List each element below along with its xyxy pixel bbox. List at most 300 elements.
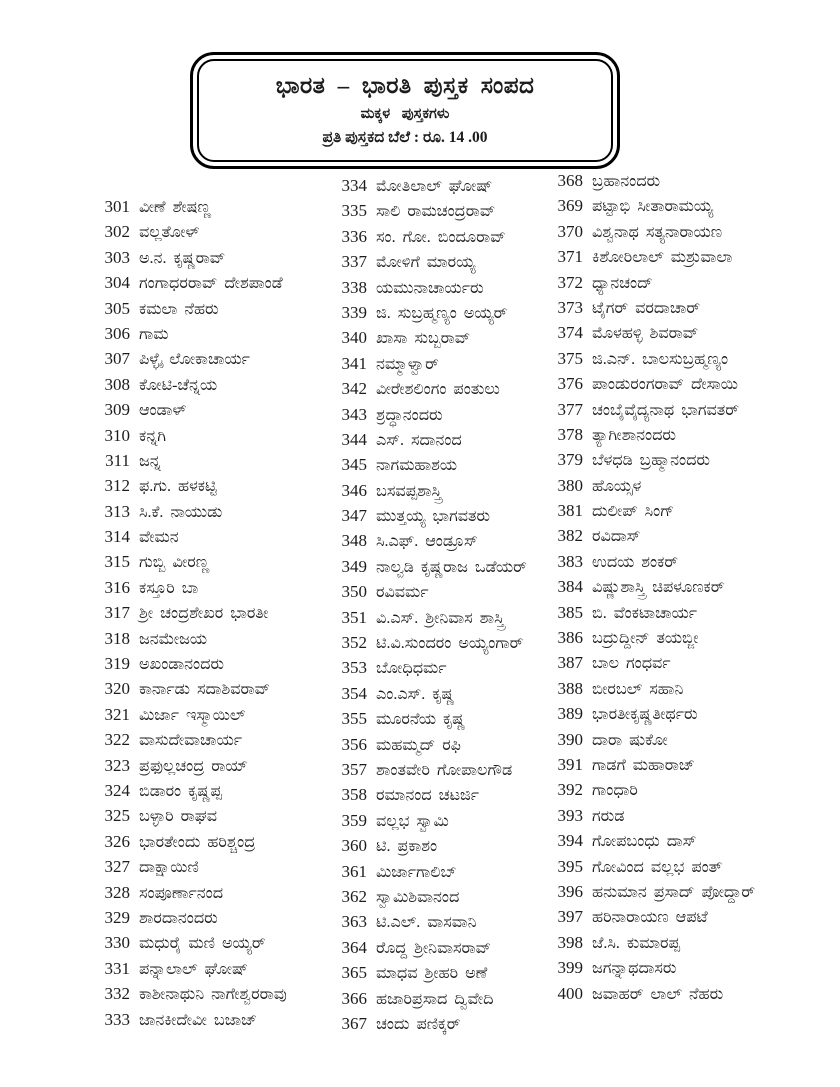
entry-number: 338 xyxy=(341,277,367,297)
list-item xyxy=(94,273,287,298)
entry-name: ಮೊಳಹಳ್ಳಿ ಶಿವರಾವ್ xyxy=(592,325,699,343)
entry-number: 392 xyxy=(557,780,583,800)
entry-name: ಬಸವಪ್ಪಶಾಸ್ತ್ರಿ xyxy=(376,482,442,500)
entry-name: ಬ್ರಹಾನಂದರು xyxy=(592,173,661,190)
entry-number: 384 xyxy=(557,577,583,597)
entry-number: 390 xyxy=(557,729,583,749)
list-item xyxy=(94,324,287,349)
entry-name: ಟಿ.ವಿ.ಸುಂದರಂ ಅಯ್ಯಂಗಾರ್ xyxy=(376,635,524,653)
entry-number: 313 xyxy=(104,501,130,521)
entry-number: 322 xyxy=(104,730,130,750)
list-item xyxy=(547,196,755,221)
entry-name: ರವಿದಾಸ್ xyxy=(592,528,641,546)
entry-number: 318 xyxy=(104,628,130,648)
list-item xyxy=(94,883,287,908)
list-item xyxy=(547,552,755,577)
entry-name: ವಲ್ಲಭ ಸ್ವಾಮಿ xyxy=(376,812,449,830)
entry-name: ಗರುಡ xyxy=(592,807,625,825)
entry-name: ವಿಶ್ವನಾಥ ಸತ್ಯನಾರಾಯಣ xyxy=(592,223,723,241)
entry-name: ಜಾನಕೀದೇವೀ ಬಜಾಜ್ xyxy=(139,1011,258,1029)
list-item xyxy=(331,836,527,861)
entry-name: ರಮಾನಂದ ಚಟರ್ಜಿ xyxy=(376,787,480,805)
entry-number: 356 xyxy=(341,734,367,754)
entry-name: ನಾಗಮಹಾಶಯ xyxy=(376,457,458,475)
list-item xyxy=(547,171,755,196)
entry-number: 344 xyxy=(341,429,367,449)
entry-name: ವಿ.ಎಸ್. ಶ್ರೀನಿವಾಸ ಶಾಸ್ತ್ರಿ xyxy=(376,609,505,627)
entry-number: 360 xyxy=(341,836,367,856)
entry-number: 369 xyxy=(557,196,583,216)
list-item xyxy=(547,349,755,374)
entry-number: 339 xyxy=(341,302,367,322)
entry-name: ಅ.ನ. ಕೃಷ್ಣರಾವ್ xyxy=(139,249,226,267)
list-item xyxy=(547,628,755,653)
list-item xyxy=(331,608,527,633)
entry-number: 352 xyxy=(341,633,367,653)
entry-name: ರೊದ್ದ ಶ್ರೀನಿವಾಸರಾವ್ xyxy=(376,939,492,957)
entry-number: 377 xyxy=(557,399,583,419)
entry-number: 308 xyxy=(104,374,130,394)
entry-number: 378 xyxy=(557,424,583,444)
entry-number: 320 xyxy=(104,679,130,699)
entry-number: 319 xyxy=(104,654,130,674)
list-item xyxy=(331,658,527,683)
list-item xyxy=(331,735,527,760)
entry-name: ಪಾಂಡುರಂಗರಾವ್ ದೇಸಾಯಿ xyxy=(592,376,738,394)
entry-number: 301 xyxy=(104,197,130,216)
list-item xyxy=(94,705,287,730)
entry-number: 310 xyxy=(104,425,130,445)
list-item xyxy=(94,400,287,425)
entry-name: ವಾಸುದೇವಾಚಾರ್ಯ xyxy=(139,732,243,750)
list-item xyxy=(331,633,527,658)
list-item xyxy=(331,684,527,709)
entry-name: ಗಾಮ xyxy=(139,325,169,343)
entry-name: ಗೋಪಬಂಧು ದಾಸ್ xyxy=(592,833,697,851)
entry-number: 375 xyxy=(557,348,583,368)
list-item xyxy=(547,831,755,856)
entry-number: 307 xyxy=(104,349,130,369)
entry-number: 357 xyxy=(341,759,367,779)
list-item xyxy=(94,781,287,806)
entry-name: ಬೋಧಿಧರ್ಮ xyxy=(376,660,447,678)
entry-name: ವೀರೇಶಲಿಂಗಂ ಪಂತುಲು xyxy=(376,381,500,399)
entry-name: ವೀಣೆ ಶೇಷಣ್ಣ xyxy=(139,199,212,216)
entry-number: 349 xyxy=(341,556,367,576)
entry-number: 314 xyxy=(104,527,130,547)
list-item xyxy=(547,450,755,475)
list-item xyxy=(331,227,527,252)
list-item xyxy=(547,882,755,907)
list-item xyxy=(547,984,755,1009)
entry-number: 303 xyxy=(104,247,130,267)
entry-name: ಹಜಾರಿಪ್ರಸಾದ ದ್ವಿವೇದಿ xyxy=(376,990,494,1008)
list-item xyxy=(331,201,527,226)
list-item xyxy=(94,806,287,831)
entry-number: 382 xyxy=(557,526,583,546)
list-item xyxy=(94,679,287,704)
list-item xyxy=(331,328,527,353)
list-item xyxy=(331,887,527,912)
entry-name: ಸಾಲಿ ರಾಮಚಂದ್ರರಾವ್ xyxy=(376,203,496,221)
entry-number: 311 xyxy=(105,450,130,470)
entry-name: ಪನ್ನಾಲಾಲ್ ಘೋಷ್ xyxy=(139,960,249,978)
entry-number: 337 xyxy=(341,252,367,272)
list-item xyxy=(547,679,755,704)
list-item xyxy=(331,506,527,531)
entry-name: ಬಿಡಾರಂ ಕೃಷ್ಣಪ್ಪ xyxy=(139,782,222,800)
entry-name: ಬೆಳಧಡಿ ಬ್ರಹ್ಮಾನಂದರು xyxy=(592,452,710,470)
entry-number: 362 xyxy=(341,886,367,906)
entry-number: 379 xyxy=(557,450,583,470)
entry-name: ಕಸ್ತೂರಿ ಬಾ xyxy=(139,579,199,597)
list-item xyxy=(331,176,527,201)
entry-name: ಜೆ.ಸಿ. ಕುಮಾರಪ್ಪ xyxy=(592,934,680,952)
entry-number: 347 xyxy=(341,506,367,526)
entry-name: ಮಧುರೈ ಮಣಿ ಅಯ್ಯರ್ xyxy=(139,935,266,953)
list-item xyxy=(547,806,755,831)
entry-name: ಖಾಸಾ ಸುಬ್ಬರಾವ್ xyxy=(376,330,471,348)
list-item xyxy=(94,984,287,1009)
entry-name: ತ್ಯಾಗೀಶಾನಂದರು xyxy=(592,426,676,444)
entry-name: ನಮ್ಮಾಳ್ವಾರ್ xyxy=(376,355,439,373)
entry-number: 312 xyxy=(104,476,130,496)
list-item xyxy=(94,629,287,654)
entry-name: ಭಾರತೇಂದು ಹರಿಶ್ಚಂದ್ರ xyxy=(139,833,256,851)
entry-number: 395 xyxy=(557,856,583,876)
entry-name: ಟಿ.ಎಲ್. ವಾಸವಾನಿ xyxy=(376,914,477,932)
entry-name: ಪಿಳ್ಳೈ ಲೋಕಾಚಾರ್ಯ xyxy=(139,351,250,369)
entry-name: ಮಿರ್ಜಾ ಇಸ್ಮಾಯಿಲ್ xyxy=(139,706,246,724)
price-line: ಪ್ರತಿ ಪುಸ್ತಕದ ಬೆಲೆ : ರೂ. 14 .00 xyxy=(322,129,488,146)
entry-name: ಹೊಯ್ಸಳ xyxy=(592,477,642,495)
list-item xyxy=(331,760,527,785)
entry-number: 366 xyxy=(341,988,367,1008)
entry-name: ಗುಬ್ಬಿ ವೀರಣ್ಣ xyxy=(139,554,210,572)
entry-name: ಪಟ್ಟಾಭಿ ಸೀತಾರಾಮಯ್ಯ xyxy=(592,198,714,216)
list-item xyxy=(331,303,527,328)
entry-number: 386 xyxy=(557,628,583,648)
list-item xyxy=(331,379,527,404)
entry-name: ಪ್ರಫುಲ್ಲಚಂದ್ರ ರಾಯ್ xyxy=(139,757,248,775)
entry-number: 393 xyxy=(557,805,583,825)
list-item xyxy=(94,1010,287,1035)
list-item xyxy=(331,811,527,836)
entry-number: 373 xyxy=(557,297,583,317)
list-item xyxy=(94,756,287,781)
list-item xyxy=(547,323,755,348)
entry-name: ದಾಕ್ಷಾಯಿಣಿ xyxy=(139,859,199,877)
entry-number: 365 xyxy=(341,963,367,983)
entry-number: 351 xyxy=(341,607,367,627)
list-item xyxy=(331,278,527,303)
list-item xyxy=(94,552,287,577)
entry-number: 383 xyxy=(557,551,583,571)
list-item xyxy=(547,857,755,882)
entry-number: 342 xyxy=(341,379,367,399)
header-box-inner xyxy=(197,59,613,162)
list-item xyxy=(547,273,755,298)
list-item xyxy=(94,527,287,552)
list-item xyxy=(547,933,755,958)
entry-number: 341 xyxy=(341,353,367,373)
entry-name: ಮುತ್ತಯ್ಯ ಭಾಗವತರು xyxy=(376,508,491,526)
entry-number: 324 xyxy=(104,780,130,800)
entry-name: ಭಾರತೀಕೃಷ್ಣತೀರ್ಥರು xyxy=(592,706,698,724)
list-item xyxy=(94,857,287,882)
entry-name: ಕಮಲಾ ನೆಹರು xyxy=(139,300,219,318)
entry-number: 306 xyxy=(104,323,130,343)
entry-number: 370 xyxy=(557,221,583,241)
entry-name: ಟೈಗರ್ ವರದಾಚಾರ್ xyxy=(592,299,701,317)
entry-name: ಗಾಡಗೆ ಮಹಾರಾಜ್ xyxy=(592,756,695,774)
entry-number: 398 xyxy=(557,932,583,952)
list-item xyxy=(331,430,527,455)
entry-number: 348 xyxy=(341,531,367,551)
entry-name: ಶಾಂತವೇರಿ ಗೋಪಾಲಗೌಡ xyxy=(376,761,513,779)
entry-name: ಸಿ.ಎಫ್. ಆಂಡ್ರೂಸ್ xyxy=(376,533,478,551)
entry-name: ಬೀರಬಲ್ ಸಹಾನಿ xyxy=(592,680,684,698)
entry-name: ಶ್ರದ್ಧಾನಂದರು xyxy=(376,406,443,424)
list-item xyxy=(331,455,527,480)
entry-number: 388 xyxy=(557,678,583,698)
entry-name: ಫ.ಗು. ಹಳಕಟ್ಟಿ xyxy=(139,478,217,496)
book-list-column-1 xyxy=(94,197,287,1035)
entry-name: ಜನ್ನ xyxy=(139,452,161,470)
entry-number: 317 xyxy=(104,603,130,623)
entry-number: 329 xyxy=(104,907,130,927)
entry-number: 330 xyxy=(104,933,130,953)
entry-name: ಎಂ.ಎಸ್. ಕೃಷ್ಣ xyxy=(376,685,455,703)
entry-number: 346 xyxy=(341,480,367,500)
entry-number: 334 xyxy=(341,176,367,195)
entry-number: 305 xyxy=(104,298,130,318)
entry-name: ವೇಮನ xyxy=(139,529,179,547)
list-item xyxy=(331,582,527,607)
entry-name: ಚಂಬೈವೈದ್ಯನಾಥ ಭಾಗವತರ್ xyxy=(592,401,739,419)
entry-number: 315 xyxy=(104,552,130,572)
list-item xyxy=(331,252,527,277)
list-item xyxy=(331,1014,527,1039)
entry-number: 340 xyxy=(341,328,367,348)
entry-name: ವಿಷ್ಣುಶಾಸ್ತ್ರಿ ಚಿಪಳೂಣಕರ್ xyxy=(592,579,725,597)
series-subtitle: ಮಕ್ಕಳ ಪುಸ್ತಕಗಳು xyxy=(360,106,450,122)
entry-name: ದಾರಾ ಷುಕೋ xyxy=(592,731,668,749)
list-item xyxy=(547,501,755,526)
entry-name: ಸಿ.ಕೆ. ನಾಯುಡು xyxy=(139,503,223,521)
list-item xyxy=(547,780,755,805)
entry-name: ರವಿವರ್ಮ xyxy=(376,584,429,602)
entry-number: 328 xyxy=(104,882,130,902)
entry-name: ಬಿ. ವೆಂಕಟಾಚಾರ್ಯ xyxy=(592,604,698,622)
list-item xyxy=(94,959,287,984)
entry-name: ಬಾಲ ಗಂಧರ್ವ xyxy=(592,655,671,673)
list-item xyxy=(547,247,755,272)
entry-name: ಧ್ಯಾನಚಂದ್ xyxy=(592,274,653,292)
entry-number: 372 xyxy=(557,272,583,292)
list-item xyxy=(331,963,527,988)
entry-number: 326 xyxy=(104,831,130,851)
series-title: ಭಾರತ – ಭಾರತಿ ಪುಸ್ತಕ ಸಂಪದ xyxy=(275,73,535,98)
entry-name: ನಾಲ್ವಡಿ ಕೃಷ್ಣರಾಜ ಒಡೆಯರ್ xyxy=(376,558,527,576)
entry-name: ಕೋಟಿ-ಚೆನ್ನಯ xyxy=(139,376,218,394)
list-item xyxy=(94,476,287,501)
list-item xyxy=(547,476,755,501)
entry-number: 368 xyxy=(557,171,583,190)
entry-number: 332 xyxy=(104,984,130,1004)
entry-number: 302 xyxy=(104,222,130,242)
entry-number: 321 xyxy=(104,704,130,724)
book-list-column-2 xyxy=(331,176,527,1039)
list-item xyxy=(331,531,527,556)
entry-number: 331 xyxy=(104,958,130,978)
book-list-column-3 xyxy=(547,171,755,1009)
entry-number: 353 xyxy=(341,658,367,678)
entry-name: ಚಂದು ಪಣಿಕ್ಕರ್ xyxy=(376,1015,461,1033)
list-item xyxy=(94,654,287,679)
entry-name: ಕಿಶೋರಿಲಾಲ್ ಮಶ್ರುವಾಲಾ xyxy=(592,249,733,267)
entry-name: ಉದಯ ಶಂಕರ್ xyxy=(592,553,678,571)
list-item xyxy=(94,933,287,958)
entry-number: 358 xyxy=(341,785,367,805)
list-item xyxy=(331,354,527,379)
entry-number: 399 xyxy=(557,958,583,978)
list-item xyxy=(94,832,287,857)
entry-number: 385 xyxy=(557,602,583,622)
entry-number: 394 xyxy=(557,831,583,851)
list-item xyxy=(331,938,527,963)
list-item xyxy=(94,578,287,603)
header-box xyxy=(190,52,620,169)
entry-name: ಸಂಪೂರ್ಣಾನಂದ xyxy=(139,884,224,902)
entry-name: ಗಂಗಾಧರರಾವ್ ದೇಶಪಾಂಡೆ xyxy=(139,275,283,293)
entry-number: 359 xyxy=(341,810,367,830)
entry-name: ಗೋವಿಂದ ವಲ್ಲಭ ಪಂತ್ xyxy=(592,858,723,876)
entry-number: 355 xyxy=(341,709,367,729)
entry-number: 304 xyxy=(104,273,130,293)
list-item xyxy=(94,603,287,628)
entry-name: ಬಳ್ಳಾರಿ ರಾಘವ xyxy=(139,808,218,826)
entry-name: ವಲ್ಲತೋಳ್ xyxy=(139,224,200,242)
entry-number: 363 xyxy=(341,912,367,932)
entry-name: ಟಿ. ಪ್ರಕಾಶಂ xyxy=(376,838,438,856)
entry-number: 325 xyxy=(104,806,130,826)
entry-name: ಶಾರದಾನಂದರು xyxy=(139,909,218,927)
entry-name: ಗಾಂಧಾರಿ xyxy=(592,782,638,800)
entry-name: ಯಮುನಾಚಾರ್ಯರು xyxy=(376,279,484,297)
list-item xyxy=(94,730,287,755)
entry-number: 387 xyxy=(557,653,583,673)
entry-number: 354 xyxy=(341,683,367,703)
entry-number: 361 xyxy=(341,861,367,881)
list-item xyxy=(547,958,755,983)
list-item xyxy=(94,502,287,527)
entry-number: 335 xyxy=(341,201,367,221)
entry-name: ಜನಮೇಜಯ xyxy=(139,630,208,648)
list-item xyxy=(547,425,755,450)
entry-number: 364 xyxy=(341,937,367,957)
list-item xyxy=(94,248,287,273)
list-item xyxy=(94,299,287,324)
entry-number: 367 xyxy=(341,1013,367,1033)
list-item xyxy=(547,400,755,425)
entry-name: ಶ್ರೀ ಚಂದ್ರಶೇಖರ ಭಾರತೀ xyxy=(139,605,269,623)
list-item xyxy=(331,862,527,887)
list-item xyxy=(547,577,755,602)
entry-number: 345 xyxy=(341,455,367,475)
list-item xyxy=(94,222,287,247)
entry-name: ಅಖಂಡಾನಂದರು xyxy=(139,656,224,674)
list-item xyxy=(94,451,287,476)
entry-number: 327 xyxy=(104,857,130,877)
entry-name: ಎಸ್. ಸದಾನಂದ xyxy=(376,431,462,449)
list-item xyxy=(331,405,527,430)
list-item xyxy=(331,557,527,582)
list-item xyxy=(547,603,755,628)
entry-name: ಜಿ. ಸುಬ್ರಹ್ಮಣ್ಯಂ ಅಯ್ಯರ್ xyxy=(376,304,508,322)
list-item xyxy=(331,709,527,734)
entry-name: ಕಾಶೀನಾಥುನಿ ನಾಗೇಶ್ವರರಾವು xyxy=(139,986,287,1004)
list-item xyxy=(547,730,755,755)
list-item xyxy=(94,375,287,400)
list-item xyxy=(547,526,755,551)
list-item xyxy=(547,755,755,780)
entry-number: 376 xyxy=(557,374,583,394)
entry-name: ದುಲೀಪ್ ಸಿಂಗ್ xyxy=(592,503,675,521)
list-item xyxy=(331,989,527,1014)
entry-name: ಮಾಧವ ಶ್ರೀಹರಿ ಅಣೆ xyxy=(376,965,488,983)
entry-number: 397 xyxy=(557,907,583,927)
entry-number: 316 xyxy=(104,577,130,597)
entry-number: 333 xyxy=(104,1009,130,1029)
entry-name: ಆಂಡಾಳ್ xyxy=(139,402,187,420)
entry-number: 350 xyxy=(341,582,367,602)
list-item xyxy=(331,912,527,937)
entry-number: 309 xyxy=(104,400,130,420)
entry-name: ಜಿ.ಎನ್. ಬಾಲಸುಬ್ರಹ್ಮಣ್ಯಂ xyxy=(592,350,729,368)
entry-number: 374 xyxy=(557,323,583,343)
list-item xyxy=(94,908,287,933)
list-item xyxy=(94,197,287,222)
entry-number: 396 xyxy=(557,881,583,901)
list-item xyxy=(547,907,755,932)
entry-name: ಮಹಮ್ಮದ್ ರಫಿ xyxy=(376,736,461,754)
entry-name: ಸಂ. ಗೋ. ಬಿಂದೂರಾವ್ xyxy=(376,228,506,246)
list-item xyxy=(331,481,527,506)
list-item xyxy=(547,704,755,729)
list-item xyxy=(547,653,755,678)
entry-number: 371 xyxy=(557,247,583,267)
entry-number: 400 xyxy=(557,983,583,1003)
entry-number: 323 xyxy=(104,755,130,775)
entry-number: 391 xyxy=(557,754,583,774)
entry-name: ಮೋಳಿಗೆ ಮಾರಯ್ಯ xyxy=(376,254,476,272)
entry-name: ಹರಿನಾರಾಯಣ ಆಪಟೆ xyxy=(592,909,708,927)
entry-number: 389 xyxy=(557,704,583,724)
list-item xyxy=(94,349,287,374)
entry-name: ಕನ್ನಗಿ xyxy=(139,427,167,445)
list-item xyxy=(547,222,755,247)
entry-number: 381 xyxy=(557,501,583,521)
entry-name: ಜಗನ್ನಾಥದಾಸರು xyxy=(592,960,677,978)
entry-name: ಮಿರ್ಜಾಗಾಲಿಬ್ xyxy=(376,863,457,881)
list-item xyxy=(547,298,755,323)
entry-name: ಜವಾಹರ್ ಲಾಲ್ ನೆಹರು xyxy=(592,985,724,1003)
list-item xyxy=(547,374,755,399)
list-item xyxy=(331,785,527,810)
entry-name: ಹನುಮಾನ ಪ್ರಸಾದ್ ಪೋದ್ದಾರ್ xyxy=(592,883,756,901)
entry-name: ಕಾರ್ನಾಡು ಸದಾಶಿವರಾವ್ xyxy=(139,681,271,699)
